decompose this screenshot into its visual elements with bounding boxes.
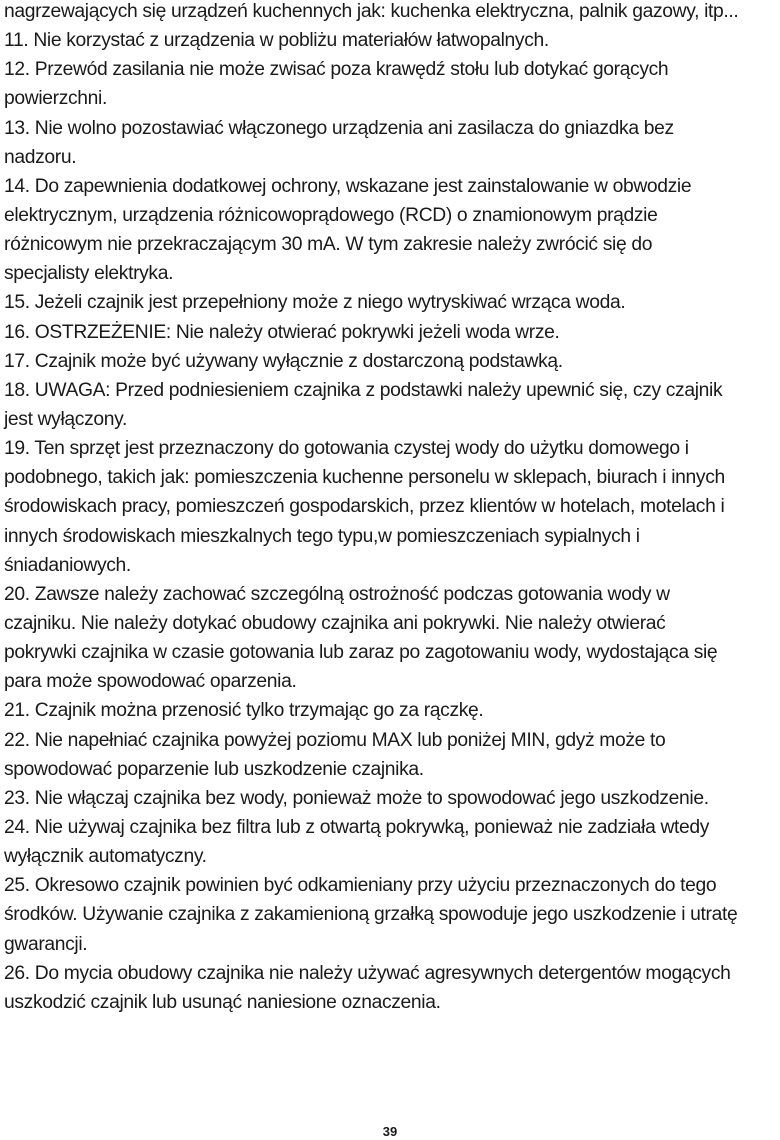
- page-number: 39: [382, 1124, 398, 1139]
- text-line: różnicowym nie przekraczającym 30 mA. W tym zakresie należy zwrócić się do: [4, 234, 653, 256]
- text-line: 22. Nie napełniać czajnika powyżej poziomu MAX lub poniżej MIN, gdyż może to: [4, 729, 666, 751]
- text-line: 15. Jeżeli czajnik jest przepełniony może z niego wytryskiwać wrząca woda.: [4, 292, 626, 314]
- text-line: 11. Nie korzystać z urządzenia w pobliżu materiałów łatwopalnych.: [4, 30, 549, 52]
- text-line: 17. Czajnik może być używany wyłącznie z dostarczoną podstawką.: [4, 350, 563, 372]
- text-line: śniadaniowych.: [4, 554, 131, 576]
- text-line: 18. UWAGA: Przed podniesieniem czajnika z podstawki należy upewnić się, czy czajnik: [4, 379, 723, 401]
- text-line: środowiskach pracy, pomieszczeń gospodarskich, przez klientów w hotelach, motelach i: [4, 496, 725, 518]
- text-line: 13. Nie wolno pozostawiać włączonego urządzenia ani zasilacza do gniazdka bez: [4, 117, 674, 139]
- text-line: jest wyłączony.: [4, 408, 127, 430]
- text-line: elektrycznym, urządzenia różnicowoprądowego (RCD) o znamionowym prądzie: [4, 204, 658, 226]
- text-line: specjalisty elektryka.: [4, 263, 174, 285]
- text-line: 12. Przewód zasilania nie może zwisać poza krawędź stołu lub dotykać gorących: [4, 59, 669, 81]
- text-line: 16. OSTRZEŻENIE: Nie należy otwierać pokrywki jeżeli woda wrze.: [4, 321, 560, 343]
- text-line: uszkodzić czajnik lub usunąć naniesione oznaczenia.: [4, 991, 441, 1013]
- text-line: spowodować poparzenie lub uszkodzenie czajnika.: [4, 758, 424, 780]
- text-line: 20. Zawsze należy zachować szczególną ostrożność podczas gotowania wody w: [4, 583, 670, 605]
- text-line: środków. Używanie czajnika z zakamienioną grzałką spowoduje jego uszkodzenie i utratę: [4, 904, 738, 926]
- text-line: powierzchni.: [4, 88, 107, 110]
- text-line: innych środowiskach mieszkalnych tego typu,w pomieszczeniach sypialnych i: [4, 525, 640, 547]
- text-line: nadzoru.: [4, 146, 77, 168]
- text-line: 25. Okresowo czajnik powinien być odkamieniany przy użyciu przeznaczonych do tego: [4, 875, 717, 897]
- text-line: gwarancji.: [4, 933, 88, 955]
- text-line: 26. Do mycia obudowy czajnika nie należy używać agresywnych detergentów mogących: [4, 962, 731, 984]
- safety-instructions-text: [4, 0, 780, 1017]
- text-line: podobnego, takich jak: pomieszczenia kuchenne personelu w sklepach, biurach i innych: [4, 467, 725, 489]
- text-line: pokrywki czajnika w czasie gotowania lub zaraz po zagotowaniu wody, wydostająca się: [4, 642, 718, 664]
- text-line: 24. Nie używaj czajnika bez filtra lub z otwartą pokrywką, ponieważ nie zadziała wtedy: [4, 816, 710, 838]
- text-line: 21. Czajnik można przenosić tylko trzymając go za rączkę.: [4, 700, 484, 722]
- text-line: 19. Ten sprzęt jest przeznaczony do gotowania czystej wody do użytku domowego i: [4, 438, 689, 460]
- text-line: wyłącznik automatyczny.: [4, 846, 207, 868]
- text-line: nagrzewających się urządzeń kuchennych jak: kuchenka elektryczna, palnik gazowy, itp...: [4, 1, 739, 22]
- text-line: 23. Nie włączaj czajnika bez wody, ponieważ może to spowodować jego uszkodzenie.: [4, 787, 709, 809]
- text-line: para może spowodować oparzenia.: [4, 671, 297, 693]
- text-line: czajniku. Nie należy dotykać obudowy czajnika ani pokrywki. Nie należy otwierać: [4, 612, 666, 634]
- text-line: 14. Do zapewnienia dodatkowej ochrony, wskazane jest zainstalowanie w obwodzie: [4, 175, 692, 197]
